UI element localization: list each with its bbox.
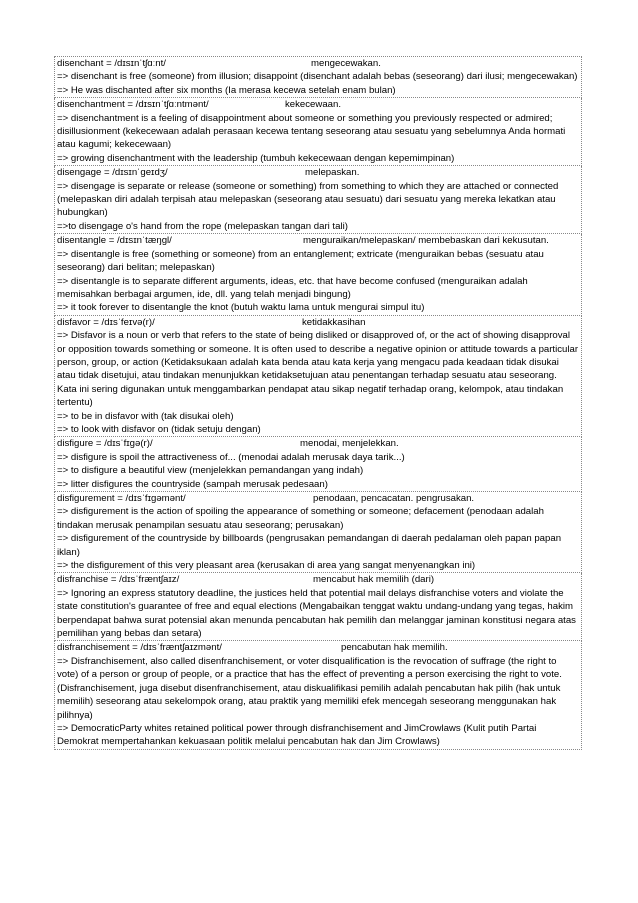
dictionary-document (54, 56, 582, 750)
headword-pronunciation: disenchant = /dɪsɪnˈtʃɑːnt/ (57, 58, 166, 69)
example-line: => the disfigurement of this very pleasant area (kerusakan di area yang sangat menyenangkan ini) (57, 560, 476, 572)
example-line: => disenchantment is a feeling of disappointment about someone or something you previously respected or admired; disillusionment (kekecewaan adalah perasaan kecewa tentang seseorang atau sesuatu yang sebelumnya Anda hormati atau kagumi; kekecewaan) (57, 112, 566, 151)
example-line: => Disfavor is a noun or verb that refers to the state of being disliked or disapproved of, or the act of showing disapproval or opposition towards something or someone. It is often used to describe a negative opinion or attitude towards a particular person, group, or action (Ketidaksukaan adalah kata benda atau kata kerja yang mengacu pada keadaan tidak disukai atau tidak disetujui, atau tindakan menunjukkan ketidaksetujuan atau penentangan terhadap sesuatu atau seseorang. Kata ini sering digunakan untuk menggambarkan pendapat atau sikap negatif terhadap orang, kelompok, atau tindakan tertentu) (57, 330, 579, 409)
entry-headword (55, 492, 581, 505)
example-line: => Ignoring an express statutory deadline, the justices held that potential mail delays disfranchise voters and violate the state constitution's guarantee of free and equal elections (Mengabaikan tenggat waktu undang-undang yang tegas, hakim berpendapat bahwa surat potensial akan menunda pencabutan hak pemilih dan melanggar jaminan konstitusi negara atas pemilihan yang bebas dan setara) (57, 587, 576, 640)
translation: menguraikan/melepaskan/ membebaskan dari kekusutan. (303, 235, 549, 247)
translation: pencabutan hak memilih. (341, 642, 448, 654)
entry-headword (55, 166, 581, 179)
entry (54, 641, 582, 749)
example-line: => it took forever to disentangle the knot (butuh waktu lama untuk mengurai simpul itu) (57, 302, 425, 314)
entry-headword (55, 234, 581, 247)
example-line: => litter disfigures the countryside (sampah merusak pedesaan) (57, 478, 328, 490)
translation: menodai, menjelekkan. (300, 438, 399, 450)
entry-headword (55, 641, 581, 654)
example-line: => disfigurement of the countryside by billboards (pengrusakan pemandangan di daerah pedalaman oleh papan papan iklan) (57, 533, 562, 558)
headword-pronunciation: disfranchisement = /dɪsˈfræntʃaɪzmənt/ (57, 642, 222, 654)
example-line: => He was dischanted after six months (Ia merasa kecewa setelah enam bulan) (57, 84, 396, 96)
headword-pronunciation: disfigurement = /dɪsˈfɪɡəmənt/ (57, 493, 186, 504)
example-line: => to be in disfavor with (tak disukai oleh) (57, 410, 234, 422)
example-line: =>to disengage o's hand from the rope (melepaskan tangan dari tali) (57, 220, 348, 232)
entry (54, 234, 582, 315)
translation: mengecewakan. (311, 58, 381, 69)
example-line: => to disfigure a beautiful view (menjelekkan pemandangan yang indah) (57, 465, 364, 477)
example-line: => disenchant is free (someone) from illusion; disappoint (disenchant adalah bebas (seseorang) dari ilusi; mengecewakan) (57, 71, 578, 83)
example-line: => to look with disfavor on (tidak setuju dengan) (57, 423, 261, 435)
headword-pronunciation: disengage = /dɪsɪnˈɡeɪdʒ/ (57, 167, 168, 179)
headword-pronunciation: disfranchise = /dɪsˈfræntʃaɪz/ (57, 574, 180, 586)
headword-pronunciation: disfigure = /dɪsˈfɪɡə(r)/ (57, 438, 153, 450)
entry-headword (55, 57, 581, 70)
translation: melepaskan. (305, 167, 360, 179)
entry (54, 492, 582, 573)
entry-headword (55, 573, 581, 586)
translation: ketidakkasihan (302, 316, 366, 328)
entry (54, 316, 582, 438)
example-line: => growing disenchantment with the leadership (tumbuh kekecewaan dengan kepemimpinan) (57, 152, 455, 164)
entry (54, 166, 582, 234)
example-line: => Disfranchisement, also called disenfranchisement, or voter disqualification is the revocation of suffrage (the right to vote) of a person or group of people, or a practice that has the effect of preventing a person exercising the right to vote. (Disfranchisement, juga disebut disenfranchisement, atau diskualifikasi pemilih adalah pencabutan hak pilih (hak untuk memilih) seseorang atau sekelompok orang, atau praktik yang memiliki efek mencegah seseorang menggunakan hak pilihnya) (57, 655, 562, 721)
example-line: => disengage is separate or release (someone or something) from something to which they are attached or connected (melepaskan diri adalah terpisah atau melepaskan (seseorang atau sesuatu) dari sesuatu yang mereka lekatkan atau hubungkan) (57, 180, 559, 219)
headword-pronunciation: disentangle = /dɪsɪnˈtæŋɡl/ (57, 235, 172, 247)
example-line: => disentangle is to separate different arguments, ideas, etc. that have become confused (menguraikan adalah memisahkan berbagai argumen, ide, dll. yang telah menjadi bingung) (57, 275, 528, 300)
translation: penodaan, pencacatan. pengrusakan. (313, 493, 475, 504)
example-line: => disfigure is spoil the attractiveness of... (menodai adalah merusak daya tarik...) (57, 451, 405, 463)
entry (54, 573, 582, 641)
example-line: => disfigurement is the action of spoiling the appearance of something or someone; defacement (penodaan adalah tindakan merusak penampilan sesuatu atau seseorang; perusakan) (57, 506, 544, 531)
translation: mencabut hak memilih (dari) (313, 574, 435, 586)
example-line: => DemocraticParty whites retained political power through disfranchisement and JimCrowlaws (Kulit putih Partai Demokrat mempertahankan kekuasaan politik melalui pencabutan hak dan Jim Crowlaws) (57, 722, 537, 748)
headword-pronunciation: disfavor = /dɪsˈfeɪvə(r)/ (57, 316, 155, 328)
headword-pronunciation: disenchantment = /dɪsɪnˈtʃɑːntmənt/ (57, 99, 209, 111)
entry (54, 98, 582, 166)
translation: kekecewaan. (285, 99, 341, 111)
entry (54, 56, 582, 98)
entry (54, 437, 582, 492)
entry-headword (55, 437, 581, 450)
example-line: => disentangle is free (something or someone) from an entanglement; extricate (menguraikan bebas (sesuatu atau seseorang) dari belitan; melepaskan) (57, 248, 544, 274)
entry-headword (55, 98, 581, 111)
entry-headword (55, 316, 581, 329)
